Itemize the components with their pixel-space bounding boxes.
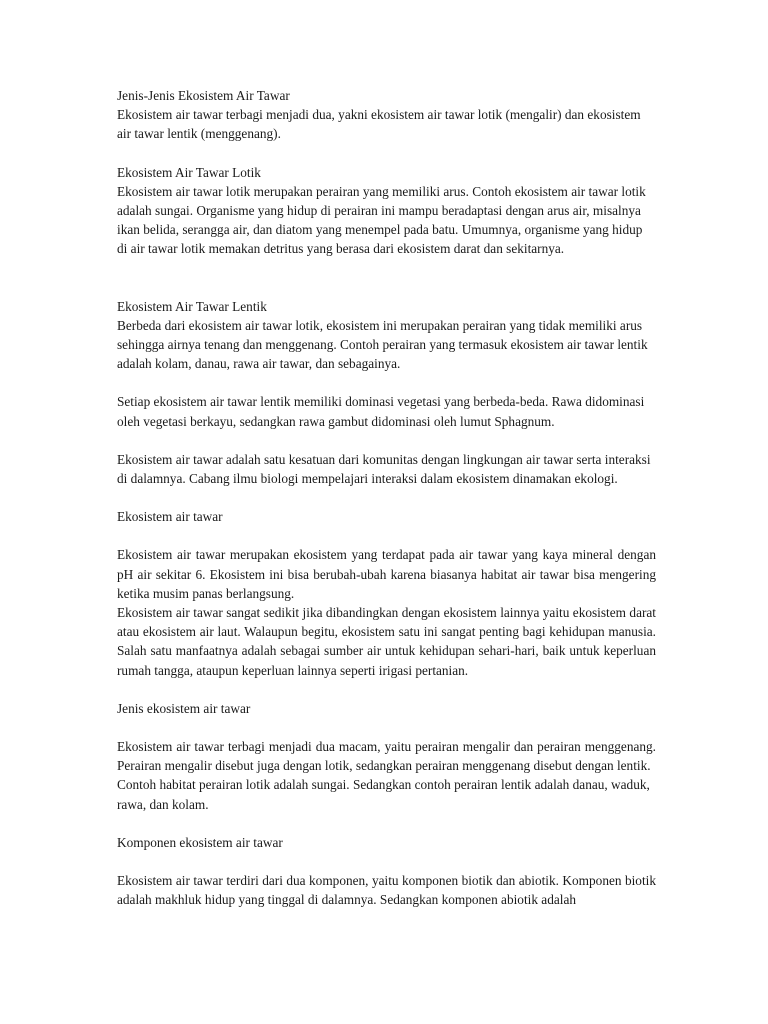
section-heading: Jenis-Jenis Ekosistem Air Tawar [117,88,290,103]
section-heading: Komponen ekosistem air tawar [117,834,283,850]
paragraph: Ekosistem air tawar adalah satu kesatuan dari komunitas dengan lingkungan air tawar serta interaksi di dalamnya. Cabang ilmu biologi mempelajari interaksi dalam ekosistem dinamakan ekologi. [117,451,651,487]
spacer [117,526,656,545]
spacer [117,680,656,699]
section-heading: Ekosistem Air Tawar Lotik [117,164,261,180]
spacer [117,814,656,833]
paragraph: Ekosistem air tawar terbagi menjadi dua, yakni ekosistem air tawar lotik (mengalir) dan ekosistem air tawar lentik (menggenang). [117,107,641,142]
spacer [117,431,656,450]
paragraph: Ekosistem air tawar sangat sedikit jika dibandingkan dengan ekosistem lainnya yaitu ekosistem darat atau ekosistem air laut. Walaupun begitu, ekosistem satu ini sangat penting bagi kehidupan manusia. Salah satu manfaatnya adalah sebagai sumber air untuk kehidupan sehari-hari, baik untuk keperluan rumah tangga, ataupun keperluan lainnya seperti irigasi pertanian. [117,605,656,678]
document-body [117,86,656,910]
spacer [117,144,656,163]
paragraph: Ekosistem air tawar merupakan ekosistem yang terdapat pada air tawar yang kaya mineral dengan pH air sekitar 6. Ekosistem ini bisa berubah-ubah karena biasanya habitat air tawar bisa mengering ketika musim panas berlangsung. [117,547,656,601]
section-heading: Ekosistem Air Tawar Lentik [117,298,267,314]
paragraph: Berbeda dari ekosistem air tawar lotik, ekosistem ini merupakan perairan yang tidak memiliki arus sehingga airnya tenang dan menggenang. Contoh perairan yang termasuk ekosistem air tawar lentik adalah kolam, danau, rawa air tawar, dan sebagainya. [117,317,648,372]
spacer [117,373,656,392]
paragraph: Setiap ekosistem air tawar lentik memiliki dominasi vegetasi yang berbeda-beda. Rawa didominasi oleh vegetasi berkayu, sedangkan rawa gambut didominasi oleh lumut Sphagnum. [117,394,645,429]
section-heading: Jenis ekosistem air tawar [117,700,251,716]
spacer [117,259,656,297]
spacer [117,488,656,507]
spacer [117,718,656,737]
paragraph: Ekosistem air tawar terdiri dari dua komponen, yaitu komponen biotik dan abiotik. Komponen biotik adalah makhluk hidup yang tinggal di dalamnya. Sedangkan komponen abiotik adalah [117,873,656,908]
paragraph: Contoh habitat perairan lotik adalah sungai. Sedangkan contoh perairan lentik adalah danau, waduk, rawa, dan kolam. [117,777,650,812]
paragraph: Ekosistem air tawar terbagi menjadi dua macam, yaitu perairan mengalir dan perairan menggenang. Perairan mengalir disebut juga dengan lotik, sedangkan perairan menggenang disebut dengan lentik. [117,739,656,774]
section-heading: Ekosistem air tawar [117,509,223,525]
paragraph: Ekosistem air tawar lotik merupakan perairan yang memiliki arus. Contoh ekosistem air tawar lotik adalah sungai. Organisme yang hidup di perairan ini mampu beradaptasi dengan arus air, misalnya ikan belida, serangga air, dan diatom yang menempel pada batu. Umumnya, organisme yang hidup di air tawar lotik memakan detritus yang berasa dari ekosistem darat dan sekitarnya. [117,183,646,257]
spacer [117,852,656,871]
